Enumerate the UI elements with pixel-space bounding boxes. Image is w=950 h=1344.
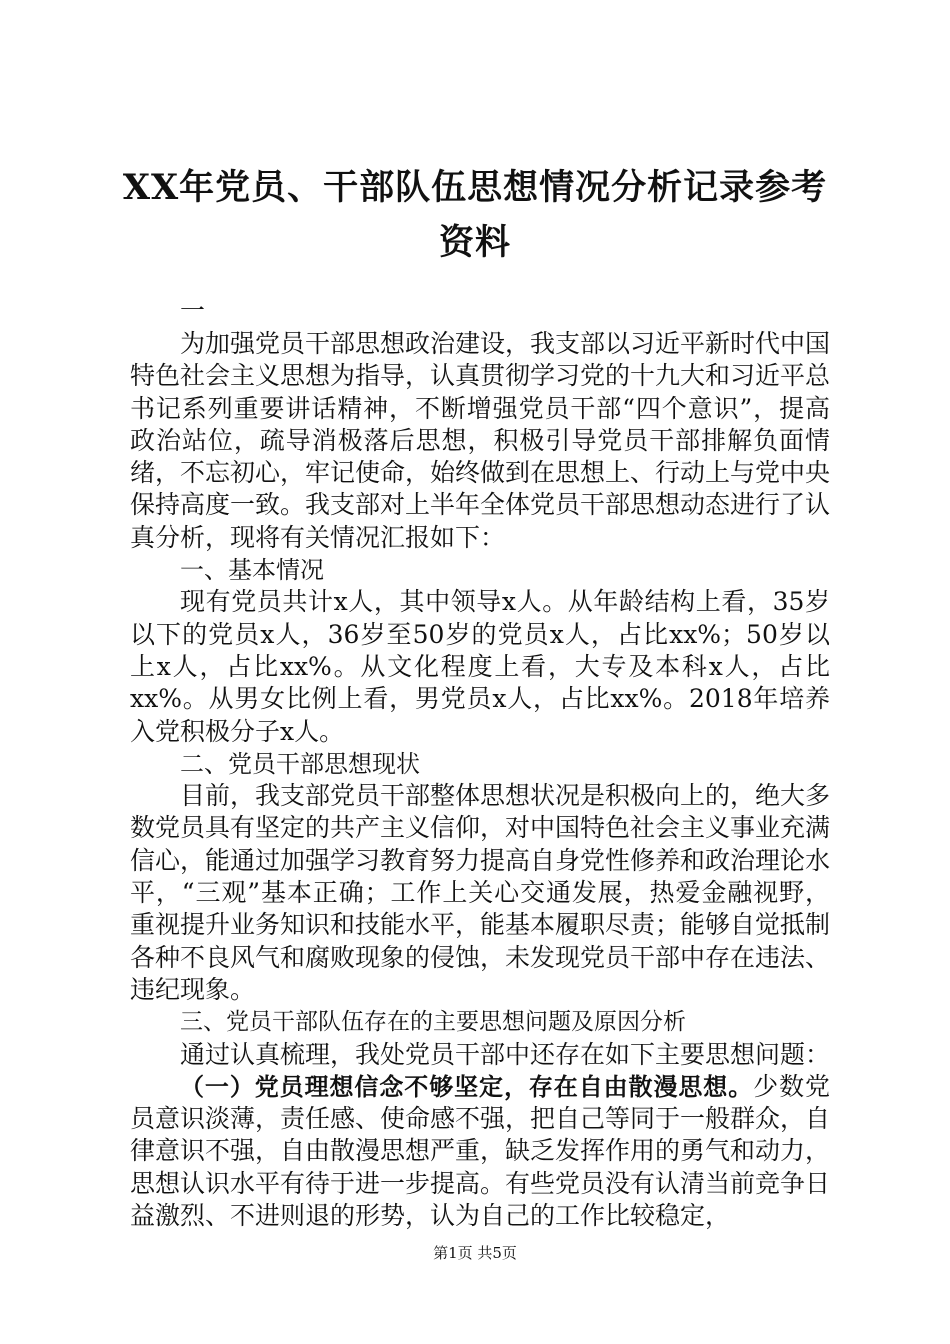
problem-one-lead: （一）党员理想信念不够坚定，存在自由散漫思想。 — [180, 1072, 754, 1101]
heading-basic-situation: 一、基本情况 — [180, 556, 324, 585]
intro-paragraph: 为加强党员干部思想政治建设，我支部以习近平新时代中国特色社会主义思想为指导，认真贯彻学习党的十九大和习近平总书记系列重要讲话精神，不断增强党员干部“四个意识”，提高政治站位，疏导消极落后思想，积极引导党员干部排解负面情绪，不忘初心，牢记使命，始终做到在思想上、行动上与党中央保持高度一致。我支部对上半年全体党员干部思想动态进行了认真分析，现将有关情况汇报如下： — [130, 329, 831, 552]
heading-ideological-status: 二、党员干部思想现状 — [180, 749, 420, 778]
document-body — [130, 328, 830, 1232]
main-problems-intro-paragraph: 通过认真梳理，我处党员干部中还存在如下主要思想问题： — [180, 1039, 831, 1069]
section-mark: 一 — [180, 296, 206, 325]
page-footer: 第1页 共5页 — [433, 1244, 517, 1262]
basic-situation-paragraph: 现有党员共计x人，其中领导x人。从年龄结构上看，35岁以下的党员x人，36岁至50岁的党员x人，占比xx%；50岁以上x人，占比xx%。从文化程度上看，大专及本科x人，占比xx%。从男女比例上看，男党员x人，占比xx%。2018年培养入党积极分子x人。 — [130, 587, 830, 746]
heading-main-problems: 三、党员干部队伍存在的主要思想问题及原因分析 — [180, 1009, 686, 1036]
ideological-status-paragraph: 目前，我支部党员干部整体思想状况是积极向上的，绝大多数党员具有坚定的共产主义信仰，对中国特色社会主义事业充满信心，能通过加强学习教育努力提高自身党性修养和政治理论水平，“三观”基本正确；工作上关心交通发展，热爱金融视野，重视提升业务知识和技能水平，能基本履职尽责；能够自觉抵制各种不良风气和腐败现象的侵蚀，未发现党员干部中存在违法、违纪现象。 — [130, 781, 831, 1004]
document-title-line-2: 资料 — [438, 222, 511, 263]
problem-one-text: 少数党员意识淡薄，责任感、使命感不强，把自己等同于一般群众，自律意识不强，自由散漫思想严重，缺乏发挥作用的勇气和动力，思想认识水平有待于进一步提高。有些党员没有认清当前竞争日益激烈、不进则退的形势，认为自己的工作比较稳定， — [130, 1071, 831, 1231]
problem-one-paragraph — [130, 1071, 830, 1232]
document-title-line-1: XX年党员、干部队伍思想情况分析记录参考 — [122, 167, 828, 208]
